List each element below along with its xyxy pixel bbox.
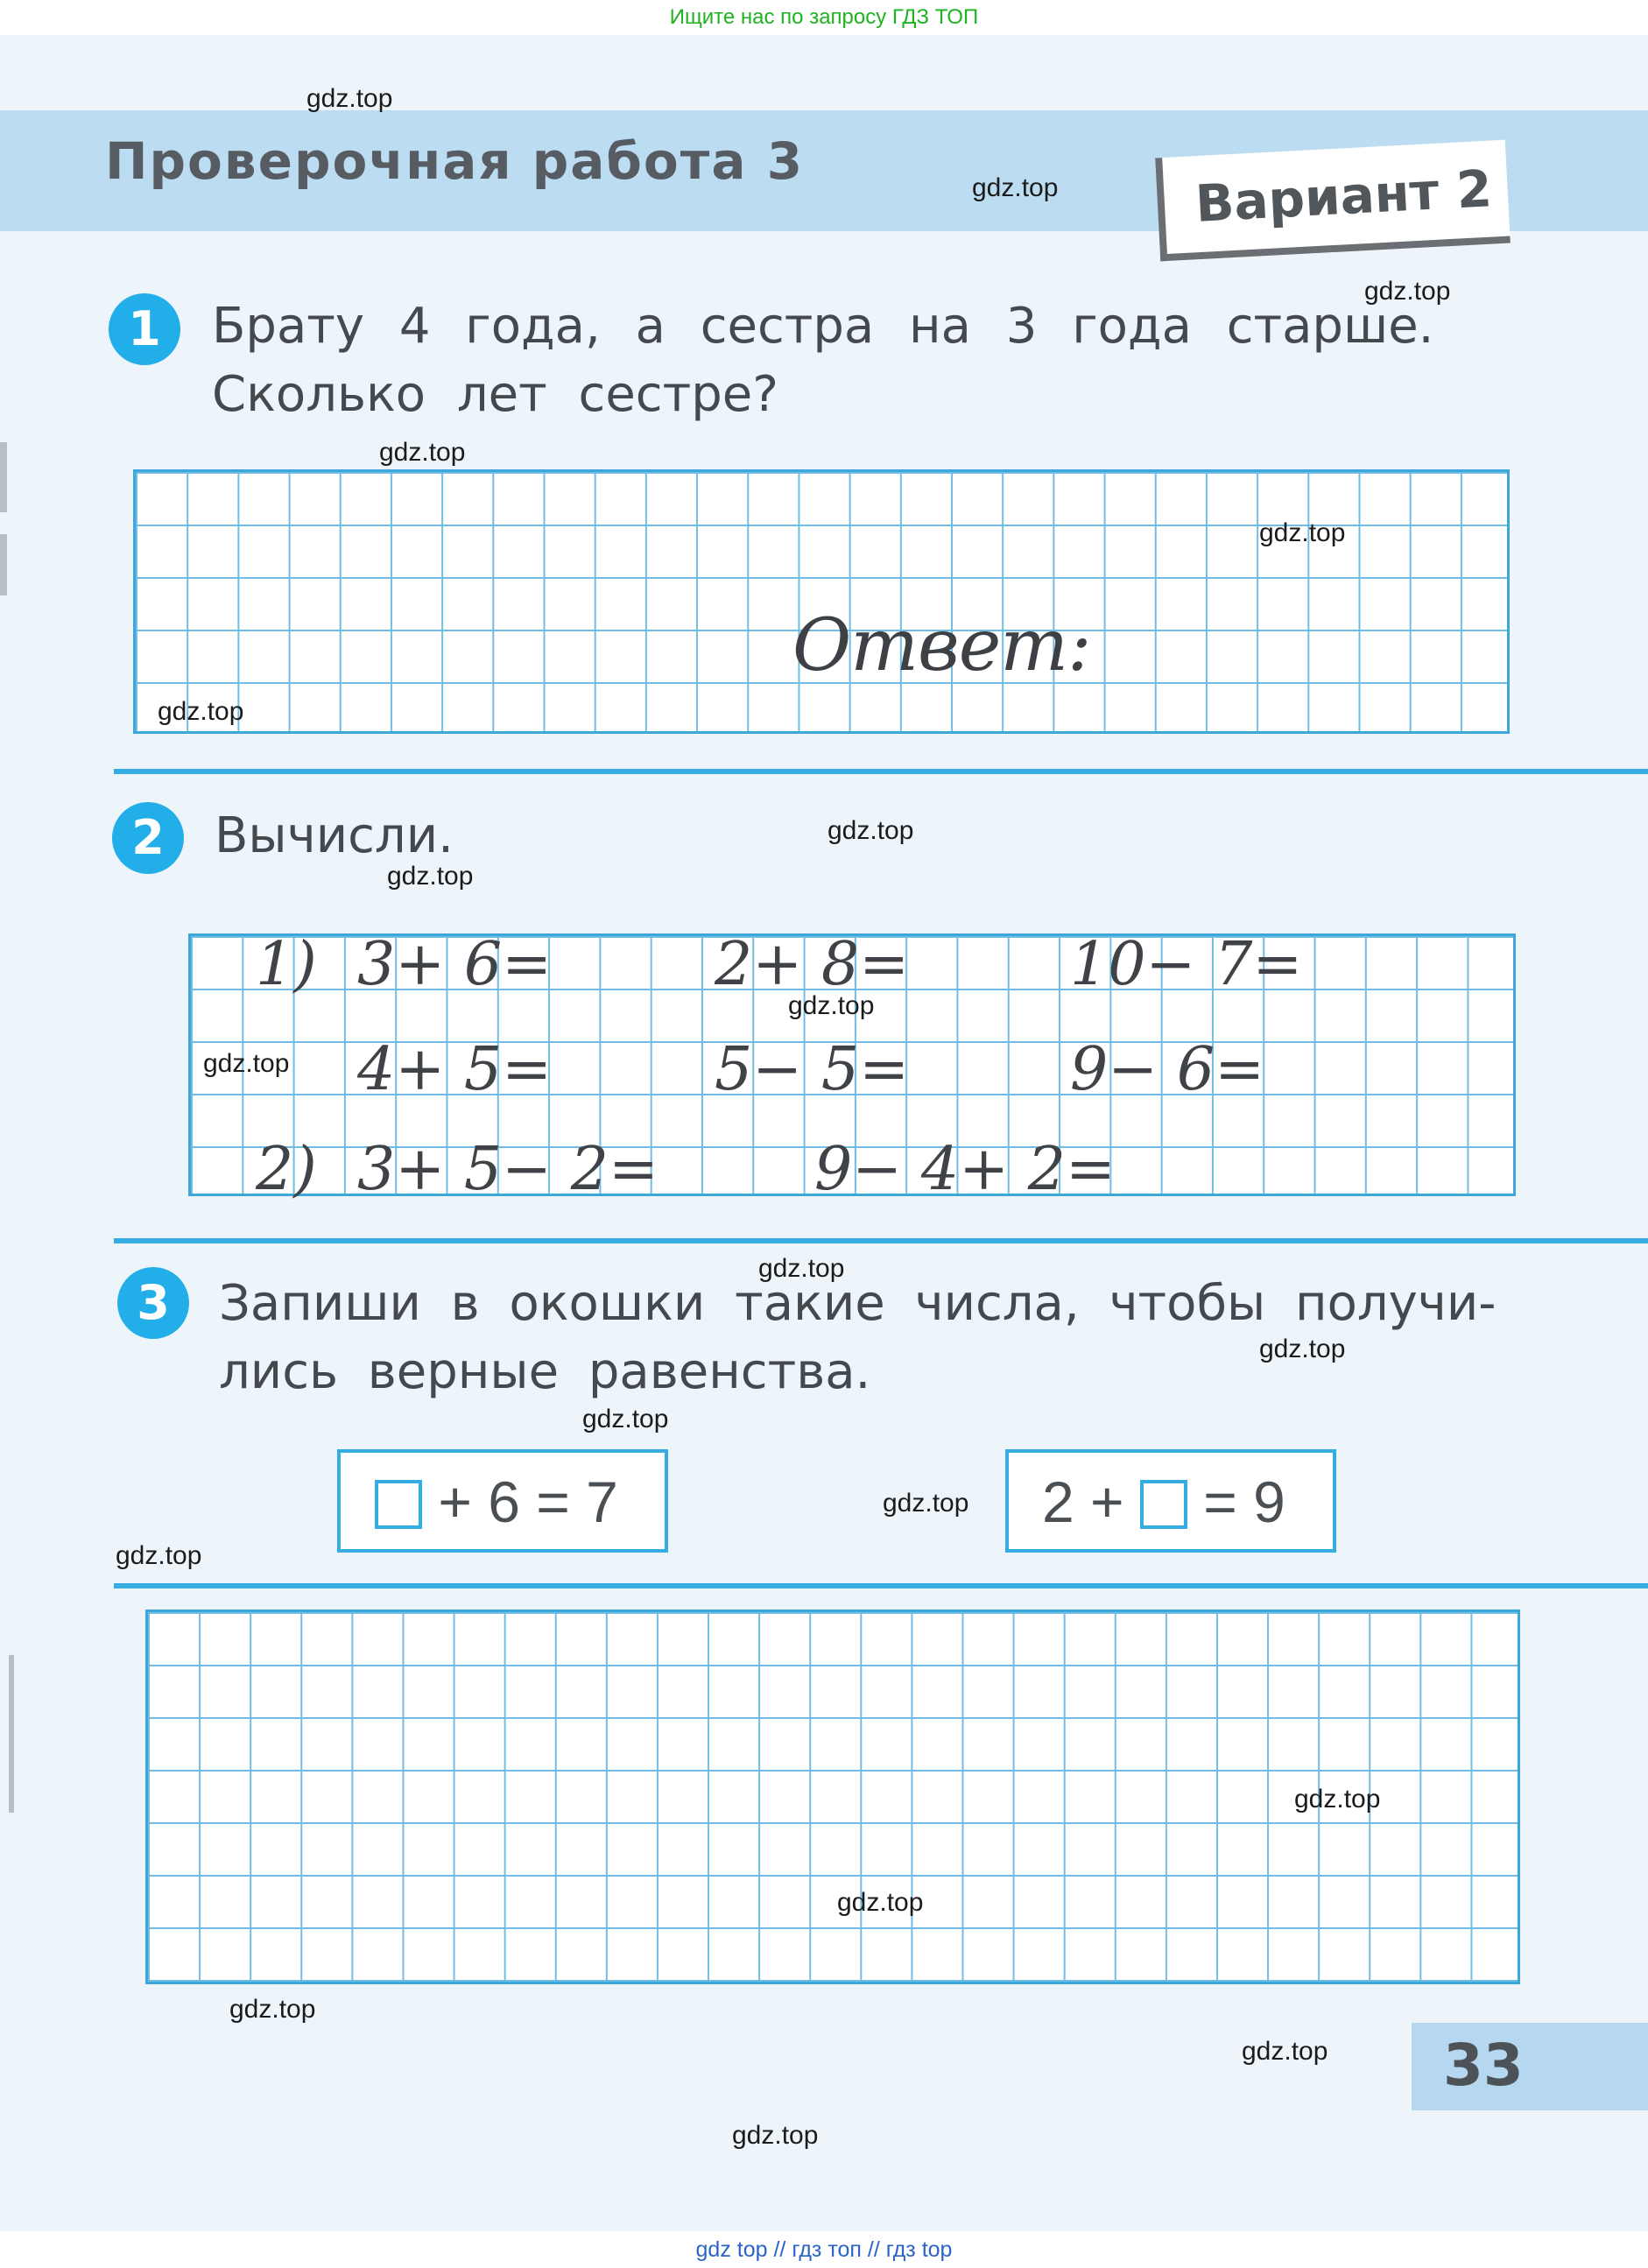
divider-3 — [114, 1583, 1648, 1588]
watermark: gdz.top — [1294, 1785, 1381, 1814]
watermark: gdz.top — [158, 697, 244, 726]
watermark: gdz.top — [582, 1405, 669, 1433]
watermark: gdz.top — [788, 991, 875, 1020]
watermark: gdz.top — [1242, 2037, 1328, 2066]
watermark: gdz.top — [828, 816, 914, 845]
row3-expr2: 9− 4+ 2= — [814, 1135, 1116, 1204]
watermark: gdz.top — [972, 173, 1059, 202]
watermark: gdz.top — [1259, 1335, 1346, 1363]
task-2-number: 2 — [112, 802, 184, 874]
watermark: gdz.top — [1364, 277, 1451, 306]
divider-1 — [114, 769, 1648, 774]
task-3-text-line1: Запиши в окошки такие числа, чтобы получи- — [219, 1275, 1497, 1332]
page-title: Проверочная работа 3 — [105, 131, 805, 191]
equation-2-rest: = 9 — [1203, 1469, 1285, 1534]
row1-label: 1) — [256, 930, 317, 999]
watermark: gdz.top — [229, 1995, 316, 2024]
equation-2 — [1042, 1469, 1285, 1535]
page-number: 33 — [1443, 2032, 1524, 2099]
task-1-text-line1: Брату 4 года, а сестра на 3 года старше. — [212, 298, 1434, 355]
watermark: gdz.top — [758, 1254, 845, 1283]
binding-mark-mid — [0, 534, 7, 595]
watermark: gdz.top — [1259, 518, 1346, 547]
task-1-number: 1 — [109, 293, 180, 365]
top-search-banner[interactable]: Ищите нас по запросу ГДЗ ТОП — [0, 0, 1648, 35]
watermark: gdz.top — [203, 1049, 290, 1078]
binding-mark-top — [0, 442, 7, 512]
watermark: gdz.top — [387, 862, 474, 891]
equation-2-blank[interactable] — [1140, 1480, 1187, 1529]
row3-label: 2) — [256, 1135, 317, 1204]
row1-expr3: 10− 7= — [1070, 930, 1303, 999]
task-1-text-line2: Сколько лет сестре? — [212, 366, 778, 423]
row1-expr1: 3+ 6= — [357, 930, 553, 999]
task-3-number: 3 — [117, 1267, 189, 1339]
watermark: gdz.top — [116, 1541, 202, 1570]
watermark: gdz.top — [306, 84, 393, 113]
row3-expr1: 3+ 5− 2= — [357, 1135, 658, 1204]
watermark: gdz.top — [379, 438, 466, 467]
equation-1-rest: + 6 = 7 — [438, 1469, 618, 1534]
row1-expr2: 2+ 8= — [715, 930, 910, 999]
watermark: gdz.top — [837, 1888, 924, 1917]
task-3-text-line2: лись верные равенства. — [219, 1343, 871, 1400]
watermark: gdz.top — [732, 2121, 819, 2150]
row2-expr1: 4+ 5= — [357, 1035, 553, 1104]
equation-2-first: 2 + — [1042, 1469, 1124, 1534]
task-2-text: Вычисли. — [215, 807, 454, 864]
variant-label: Вариант 2 — [1194, 158, 1494, 234]
equation-1 — [375, 1469, 618, 1535]
binding-mark-bottom — [9, 1655, 14, 1813]
row2-expr2: 5− 5= — [715, 1035, 910, 1104]
watermark: gdz.top — [883, 1489, 969, 1518]
equation-1-blank[interactable] — [375, 1480, 422, 1529]
task-1-answer-grid[interactable] — [133, 469, 1510, 734]
answer-handwriting: Ответ: — [792, 604, 1091, 687]
divider-2 — [114, 1238, 1648, 1243]
footer-banner[interactable]: gdz top // гдз топ // гдз top — [0, 2231, 1648, 2268]
row2-expr3: 9− 6= — [1070, 1035, 1265, 1104]
